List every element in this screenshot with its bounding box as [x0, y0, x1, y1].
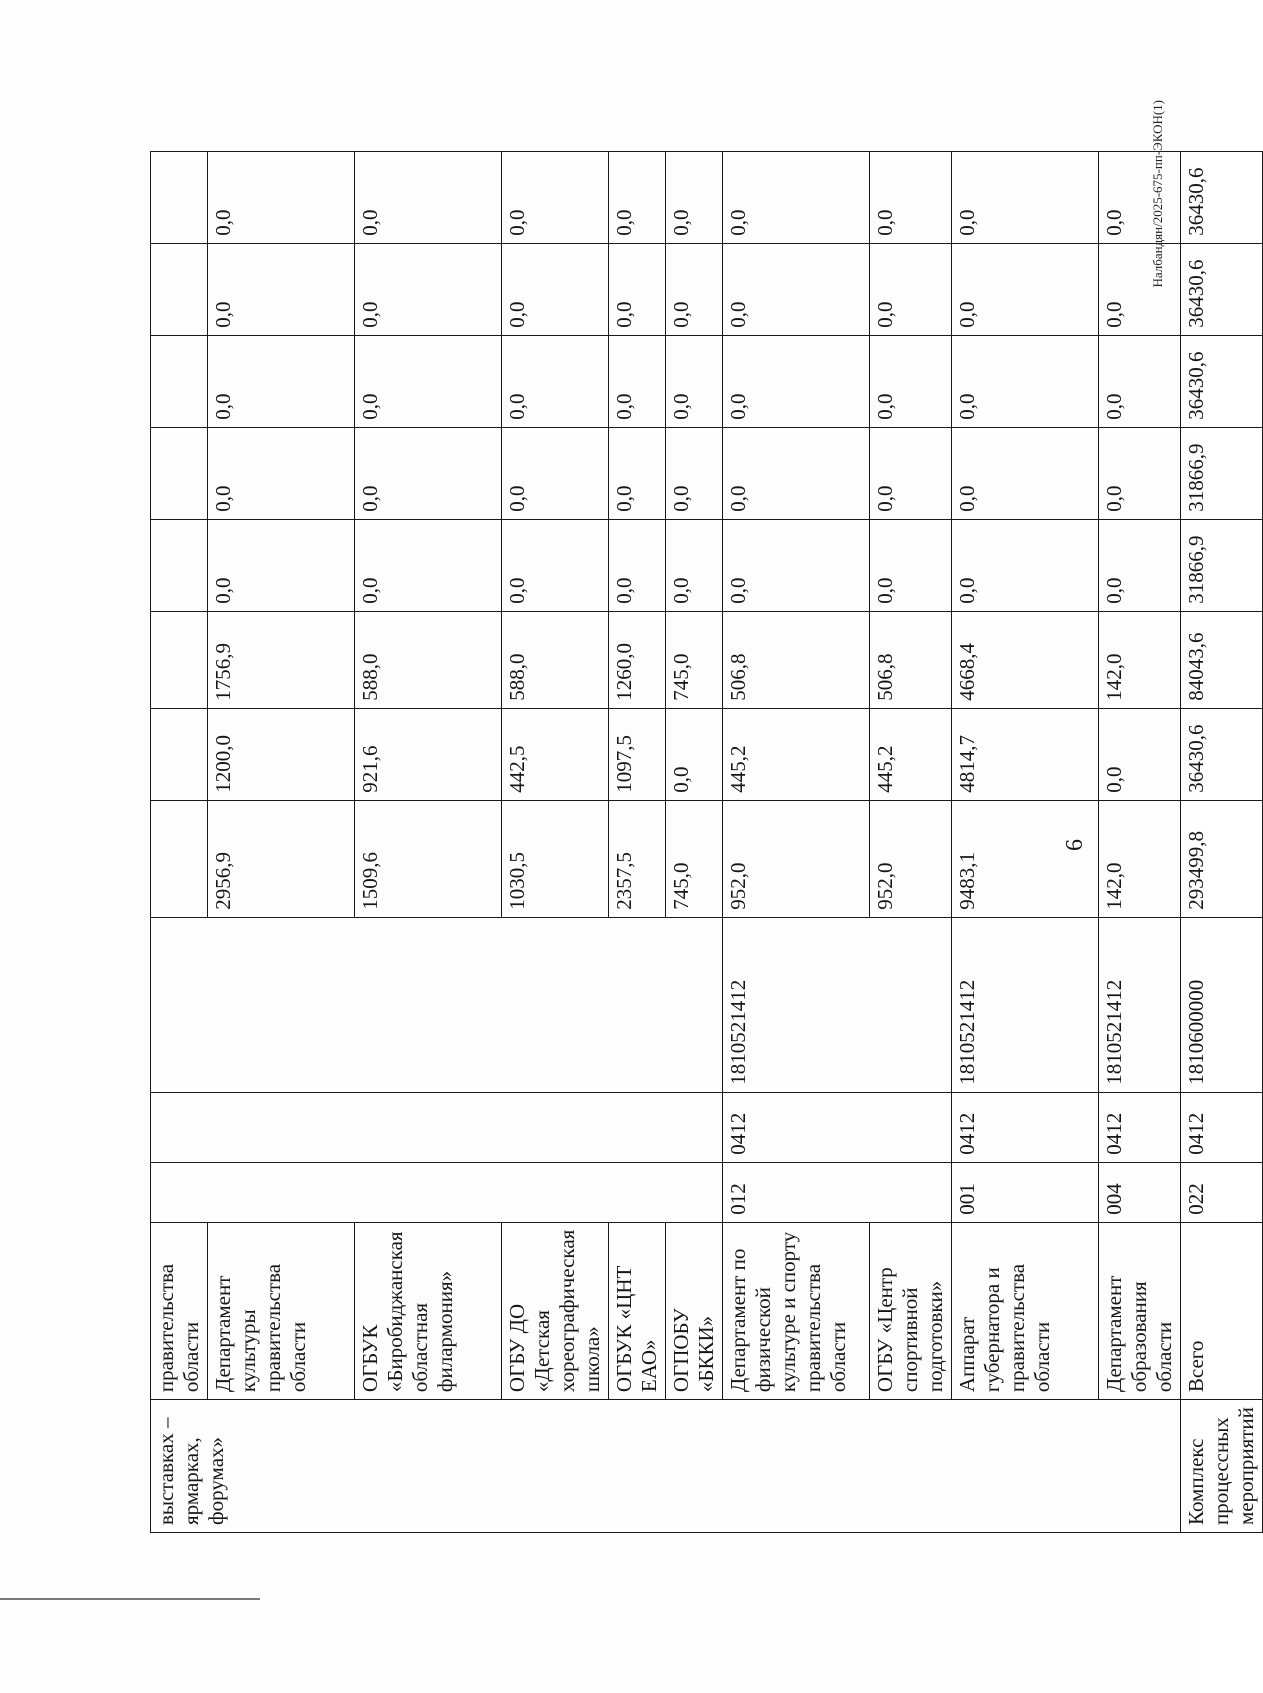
value-cell: 142,0 — [1099, 611, 1181, 708]
value-cell: 1260,0 — [609, 611, 666, 708]
value-cell: 2357,5 — [609, 800, 666, 917]
value-cell: 4668,4 — [952, 611, 1099, 708]
executor-cell: Департамент образования области — [1099, 1222, 1181, 1399]
value-cell: 0,0 — [666, 427, 723, 519]
value-cell: 745,0 — [666, 800, 723, 917]
section-code-cell: 0412 — [723, 1092, 952, 1162]
value-cell: 36430,6 — [1181, 708, 1263, 800]
value-cell: 84043,6 — [1181, 611, 1263, 708]
value-cell: 293499,8 — [1181, 800, 1263, 917]
value-cell: 0,0 — [666, 335, 723, 427]
value-cell: 0,0 — [1099, 427, 1181, 519]
table-row — [502, 151, 609, 1532]
grbs-code-cell: 004 — [1099, 1162, 1181, 1222]
value-cell: 0,0 — [666, 708, 723, 800]
executor-cell: ОГБУК «Биробиджанская областная филармония» — [355, 1222, 502, 1399]
value-cell: 1200,0 — [208, 708, 355, 800]
value-cell: 0,0 — [1099, 708, 1181, 800]
value-cell: 0,0 — [355, 427, 502, 519]
table-row — [666, 151, 723, 1532]
value-cell: 4814,7 — [952, 708, 1099, 800]
section-code-cell — [151, 1092, 723, 1162]
value-cell: 0,0 — [355, 151, 502, 243]
grbs-code-cell: 022 — [1181, 1162, 1263, 1222]
grbs-code-cell: 012 — [723, 1162, 952, 1222]
value-cell: 0,0 — [502, 335, 609, 427]
value-cell: 1097,5 — [609, 708, 666, 800]
executor-cell: правительства области — [151, 1222, 208, 1399]
value-cell: 0,0 — [208, 151, 355, 243]
value-cell: 0,0 — [208, 427, 355, 519]
value-cell: 0,0 — [1099, 151, 1181, 243]
executor-cell: Департамент по физической культуре и спорту правительства области — [723, 1222, 870, 1399]
section-code-cell: 0412 — [1099, 1092, 1181, 1162]
value-cell: 0,0 — [609, 151, 666, 243]
value-cell: 0,0 — [870, 335, 952, 427]
target-code-cell — [151, 917, 723, 1092]
value-cell — [151, 708, 208, 800]
value-cell: 506,8 — [870, 611, 952, 708]
target-code-cell: 1810521412 — [1099, 917, 1181, 1092]
value-cell: 0,0 — [723, 335, 870, 427]
value-cell — [151, 519, 208, 611]
value-cell: 0,0 — [609, 519, 666, 611]
value-cell: 36430,6 — [1181, 335, 1263, 427]
value-cell: 1756,9 — [208, 611, 355, 708]
value-cell — [151, 335, 208, 427]
value-cell — [151, 243, 208, 335]
measure-name-cell: Комплекс процессных мероприятий — [1181, 1400, 1263, 1533]
executor-cell: ОГБУК «ЦНТ ЕАО» — [609, 1222, 666, 1399]
table-row — [609, 151, 666, 1532]
value-cell: 0,0 — [666, 243, 723, 335]
value-cell: 0,0 — [723, 243, 870, 335]
value-cell: 0,0 — [609, 335, 666, 427]
table-row — [208, 151, 355, 1532]
executor-cell: ОГПОБУ «БККИ» — [666, 1222, 723, 1399]
scan-divider-line — [0, 1598, 260, 1600]
table-row — [151, 151, 208, 1532]
table-row — [870, 151, 952, 1532]
measure-name-cell: выставках – ярмарках, форумах» — [151, 1400, 1181, 1533]
executor-cell: ОГБУ ДО «Детская хореографическая школа» — [502, 1222, 609, 1399]
value-cell: 0,0 — [1099, 519, 1181, 611]
section-code-cell: 0412 — [1181, 1092, 1263, 1162]
value-cell: 0,0 — [208, 335, 355, 427]
value-cell: 506,8 — [723, 611, 870, 708]
page-number: 6 — [1062, 839, 1088, 851]
value-cell: 0,0 — [723, 151, 870, 243]
table-row — [723, 151, 870, 1532]
value-cell: 0,0 — [502, 151, 609, 243]
value-cell: 0,0 — [952, 151, 1099, 243]
value-cell: 0,0 — [723, 519, 870, 611]
value-cell: 36430,6 — [1181, 151, 1263, 243]
value-cell: 445,2 — [870, 708, 952, 800]
value-cell: 952,0 — [870, 800, 952, 917]
table-row — [952, 151, 1099, 1532]
rotated-content — [150, 80, 1258, 1610]
value-cell: 0,0 — [1099, 335, 1181, 427]
target-code-cell: 1810521412 — [723, 917, 952, 1092]
value-cell — [151, 800, 208, 917]
value-cell — [151, 427, 208, 519]
value-cell: 0,0 — [609, 427, 666, 519]
value-cell: 0,0 — [609, 243, 666, 335]
value-cell: 0,0 — [952, 427, 1099, 519]
value-cell: 142,0 — [1099, 800, 1181, 917]
value-cell: 0,0 — [870, 243, 952, 335]
value-cell: 0,0 — [355, 335, 502, 427]
value-cell: 0,0 — [502, 427, 609, 519]
executor-cell: Всего — [1181, 1222, 1263, 1399]
value-cell: 1509,6 — [355, 800, 502, 917]
value-cell: 0,0 — [952, 243, 1099, 335]
value-cell: 0,0 — [723, 427, 870, 519]
value-cell: 0,0 — [870, 151, 952, 243]
executor-cell: Департамент культуры правительства области — [208, 1222, 355, 1399]
value-cell: 0,0 — [355, 519, 502, 611]
value-cell: 442,5 — [502, 708, 609, 800]
value-cell: 0,0 — [952, 519, 1099, 611]
value-cell: 0,0 — [208, 519, 355, 611]
value-cell: 0,0 — [208, 243, 355, 335]
value-cell: 9483,1 — [952, 800, 1099, 917]
executor-cell: Аппарат губернатора и правительства области — [952, 1222, 1099, 1399]
grbs-code-cell: 001 — [952, 1162, 1099, 1222]
section-code-cell: 0412 — [952, 1092, 1099, 1162]
table-row — [355, 151, 502, 1532]
value-cell: 0,0 — [502, 243, 609, 335]
value-cell: 0,0 — [502, 519, 609, 611]
value-cell: 31866,9 — [1181, 519, 1263, 611]
value-cell: 952,0 — [723, 800, 870, 917]
grbs-code-cell — [151, 1162, 723, 1222]
value-cell: 31866,9 — [1181, 427, 1263, 519]
value-cell: 921,6 — [355, 708, 502, 800]
value-cell: 0,0 — [355, 243, 502, 335]
table-row — [1099, 151, 1181, 1532]
value-cell: 445,2 — [723, 708, 870, 800]
value-cell: 0,0 — [870, 427, 952, 519]
value-cell: 745,0 — [666, 611, 723, 708]
value-cell — [151, 611, 208, 708]
value-cell: 36430,6 — [1181, 243, 1263, 335]
value-cell: 0,0 — [666, 519, 723, 611]
target-code-cell: 1810521412 — [952, 917, 1099, 1092]
value-cell: 0,0 — [952, 335, 1099, 427]
value-cell: 588,0 — [502, 611, 609, 708]
value-cell: 2956,9 — [208, 800, 355, 917]
value-cell: 0,0 — [666, 151, 723, 243]
table-row-total — [1181, 151, 1263, 1532]
executor-cell: ОГБУ «Центр спортивной подготовки» — [870, 1222, 952, 1399]
value-cell: 0,0 — [870, 519, 952, 611]
value-cell: 0,0 — [1099, 243, 1181, 335]
target-code-cell: 1810600000 — [1181, 917, 1263, 1092]
value-cell: 1030,5 — [502, 800, 609, 917]
document-footer: Налбандян/2025-675-пп-ЭКОН(1) — [1150, 100, 1165, 288]
value-cell: 588,0 — [355, 611, 502, 708]
value-cell — [151, 151, 208, 243]
budget-table — [150, 151, 1263, 1533]
